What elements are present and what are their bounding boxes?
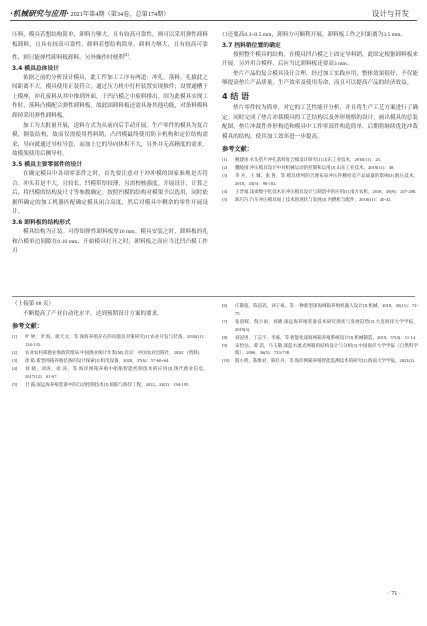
reference-item	[222, 318, 418, 334]
reference-text: 宋恰沽，谭 滔，马玉敬.深蓝水流式网箱的结构设计与分析[J].中国海洋大学学报（自然科学版），2006，36(5)：733-738.	[235, 342, 418, 356]
paragraph: 在确定模具中各项零部件之时，首先要注意对于冲冲模的国家准规是否符合。冲头若是不大，且较长，凹模带厚较薄，另需校核强度。开展设计，计算之后，将凹模的结构及尺寸等参数确定。按照凹模的结构对模架予以选用，同时依据所确定的加工机器匹配确定模具闭合高度，然后对模具中剩余的零件开展设计。	[12, 170, 208, 216]
article-divider	[12, 296, 415, 297]
running-header	[10, 6, 417, 24]
reference-number: [9]	[222, 342, 228, 348]
reference-item	[222, 156, 418, 164]
reference-item	[222, 302, 418, 318]
continued-from-label: （上接第 68 页）	[12, 301, 54, 307]
reference-item	[12, 365, 208, 381]
reference-item	[12, 349, 208, 357]
reference-text: 刘冠男，丁志宇，李嘉，等.智能化深海网箱养殖系统设计[J].机械制造，2019，57(4)：11-14.	[235, 334, 417, 340]
reference-number: [4]	[222, 188, 228, 194]
reference-number: [3]	[12, 357, 18, 363]
reference-number: [8]	[222, 334, 228, 340]
reference-number: [1]	[222, 157, 228, 163]
reference-text: 王晋福.浅谈数字化技术在冲压模具设计与制造中的应用[J].南方农机，2018，49(9)：207-208.	[235, 188, 417, 194]
paragraph-text: 压料，模具若想结构简单，卸料力够大，且有较高可靠性，则可以采用弹性卸料板卸料，且具有较高可靠性，卸料若想结构简单，卸料力够大，且有较高可靠性，则只能弹性卸料板卸料，另外操作时便利	[12, 32, 208, 62]
section-heading-3-4: 3.4 模具总体设计	[12, 65, 60, 72]
reference-text: 刘 晓，刘涛，徐 涛，等.海洋网箱养殖中船舶智能控制技术的应用[J].现代渔业信息，2017(12)：61-67.	[25, 365, 208, 379]
references-list	[12, 333, 208, 388]
reference-item	[222, 196, 418, 204]
reference-number: [5]	[222, 196, 228, 202]
references-heading: 参考文献：	[222, 146, 253, 154]
paragraph: 垫片产品的复合模具设计合理，经过加工实践应用，整体效果很好，不仅能够提高垫片产品质量，生产效率及使用寿命，而且可以提高产品的经济效益。	[222, 70, 418, 87]
header-rule	[10, 20, 417, 21]
reference-text: 庄敬超，陈滔滔，刘子豪，等.一种新型深海网箱养殖机器人设计[J].机械，2018，45(11)：72-75.	[235, 303, 418, 316]
reference-number: [2]	[12, 350, 18, 355]
section-heading-3-6: 3.6 卸料板的结构形式	[12, 219, 71, 226]
reference-item	[12, 381, 208, 389]
paragraph: 加工为大批量开展，送料方式为从前向后手动开展。生产零件的模具为复合模，倒装结构，故而仅需使用挡料销，凸凹模最终使用防卡机构和定位结构需求，导向就通过导柱导套，而加上它的导向体积不大，另外并无高精度的需求，故模架使用后侧导柱。	[12, 122, 208, 158]
continued-paragraph: 不断提高了产业自动化水平，达到预期设计方案的要求。	[23, 310, 163, 317]
reference-number: [3]	[222, 173, 228, 179]
paragraph-continued: 口还要高0.3~0.5 mm，卸料方可顺利开展，卸料板工作之时距离为3.5 mm。	[222, 32, 407, 38]
reference-text: 陈巧巧.汽车冲压模具加工技术的现状与发展[J].内燃机与配件，2018(11)：40-43.	[235, 196, 392, 202]
reference-number: [2]	[222, 165, 228, 171]
references-list	[222, 156, 418, 203]
issue-info: 2021年第4期（第34卷，总第174期）	[70, 11, 170, 18]
reference-number: [5]	[12, 381, 18, 387]
section-heading-3-7: 3.7 挡料销位置的确定	[222, 42, 281, 49]
paragraph: 按照整个模具的结构，在模具凹凸模之上固定导料销，此固定根据卸料板来开展。另外用合模样，后应当比卸料板还要高3 mm。	[222, 51, 418, 68]
bottom-left-column	[12, 300, 208, 389]
section-heading-3-5: 3.5 模具主要零部件的设计	[12, 161, 83, 168]
reference-text: 李 兵，王 城，张 鲁，等.模具排列的合理布局冲压件精度及产品质量的影响[J].锻压技术，2018，43(5)：96-102.	[235, 173, 418, 187]
reference-number: [6]	[222, 303, 228, 308]
reference-item	[222, 188, 418, 196]
reference-text: 农业农村部渔业渔政管理局.中国渔业统计年鉴[M].北京：中国农业出版社，2020：[资料].	[25, 350, 201, 355]
reference-item	[222, 164, 418, 172]
bottom-right-column	[222, 302, 418, 365]
section-heading-4: 4 结 语	[222, 91, 250, 101]
paragraph: 垫片零件较为简单，对它的工艺性能开分析，并且将生产工艺方案进行了确定。同时完成了垫片冲裁模具的工艺结构以及外形规格的设计，画出模具的总装配图。垫片冲裁件外形构造和模具中工作零部件构造简单，后期将继续优化冲裁模具的结构，使其加工效率进一步提高。	[222, 104, 418, 140]
reference-text: 徐 皓.新型网箱养殖装备的设计探索[J].机电设备，2020，37(6)：57-60+64.	[25, 357, 170, 363]
reference-number: [4]	[12, 365, 18, 371]
reference-text: 魏陵国.冲压模具设计中对机械运动的控制和运用[J].山东工业技术，2018(11)：48.	[235, 165, 395, 171]
page-number: · 71 ·	[387, 590, 401, 597]
journal-header	[10, 8, 169, 19]
journal-title: ·机械研究与应用·	[10, 9, 69, 18]
paragraph: 依据之前的分析设计模具，此工件加工工序有两道：冲孔，落料。孔拔此之间距离不大，模具使用正装符合，通过压力机中打杆装置实现推件；设置通槽于上模座，冲孔废料从其中推到外面，于凹凸模之中废料排出。因为此模具实现工作时，落料凸模配合弹性卸料板，故此固卸料板还需具备其他功能，对条料模料卸掉采用弹性卸料板。	[12, 74, 208, 120]
right-column	[222, 31, 418, 204]
reference-text: 叶 婷，伞 海，鹿天文，等.深海养殖存在的问题及对策研究[J].农业开发与装备，2020(11)：134-135.	[25, 334, 208, 348]
reference-item	[222, 342, 418, 358]
reference-item	[12, 333, 208, 349]
reference-text: 鲍建宙.水头垫片冲孔落料复合模设计研究[J].山东工业技术，2018(11)：25.	[235, 157, 381, 163]
reference-item	[222, 357, 418, 365]
reference-item	[222, 172, 418, 188]
paragraph-continued	[12, 31, 208, 64]
reference-item	[222, 334, 418, 342]
reference-item	[12, 357, 208, 365]
paragraph: 模具结构为正装。可得知弹性卸料板厚16 mm。模具安装之时，卸料板的孔和凸模单边间隙在0.10 mm，开始模具打开之时，卸料板之高应当比凹凸模工作刃	[12, 228, 208, 255]
references-heading: 参考文献：	[12, 323, 43, 331]
reference-text: 殷小明，陈维君，陈红丹，等.海洋网箱养殖智能监测技术的研究[J].海南大学学报，2021(2).	[235, 358, 415, 364]
reference-text: 张晨晖，倪小雨，刘晓.深远海养殖装备技术研究现状与发展趋势[J].大连海洋大学学报，2019(3).	[235, 318, 418, 332]
reference-number: [1]	[12, 334, 18, 340]
reference-text: 甘 露.深远海养殖装备中的自动控制技术[J].船舶与海洋工程，2012，24(3)：194-195.	[25, 381, 190, 387]
reference-number: [7]	[222, 318, 228, 324]
paragraph-tail: 。	[128, 55, 135, 62]
left-column	[12, 31, 208, 257]
reference-number: [10]	[222, 358, 230, 364]
citation: [4]	[123, 52, 129, 58]
references-list	[222, 302, 418, 365]
section-label: 设计与开发	[372, 9, 409, 18]
